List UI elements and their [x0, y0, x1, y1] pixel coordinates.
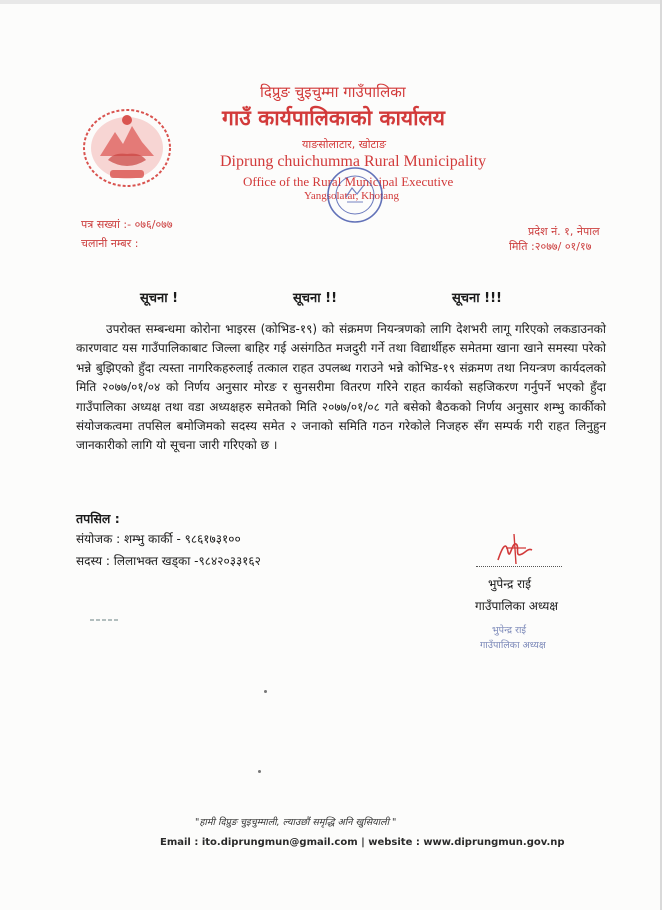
office-name-nepali: गाउँ कार्यपालिकाको कार्यालय	[222, 106, 445, 130]
municipality-name-nepali: दिप्रुङ चुइचुम्मा गाउँपालिका	[260, 83, 406, 101]
letter-date: मिति :२०७७/ ०१/१७	[509, 240, 592, 253]
letter-number: पत्र सख्यां :- ०७६/०७७	[81, 218, 173, 231]
schedule-row-member: सदस्य : लिलाभक्त खड्का -९८४२०३३१६२	[76, 554, 261, 568]
signatory-name: भुपेन्द्र राई	[488, 577, 532, 591]
scan-speck	[258, 770, 261, 773]
schedule-title: तपसिल :	[76, 511, 120, 526]
notice-heading-2: सूचना !!	[293, 291, 338, 306]
schedule-row-coordinator: संयोजक : शम्भु कार्की - ९८६१७३१००	[76, 532, 241, 546]
scan-edge-top	[0, 0, 662, 4]
notice-heading-3: सूचना !!!	[452, 291, 502, 306]
scan-speck	[264, 690, 267, 693]
dispatch-number: चलानी नम्बर :	[81, 237, 139, 250]
footer-slogan: "हामी दिप्रुङ चुइचुम्माली, ल्याउछौं समृद्धि अनि खुसियाली "	[195, 817, 397, 828]
footer-contact: Email : ito.diprungmun@gmail.com | website : www.diprungmun.gov.np	[160, 837, 565, 848]
handwritten-signature	[492, 530, 536, 570]
signatory-title: गाउँपालिका अध्यक्ष	[475, 599, 558, 613]
office-name-english: Office of the Rural Municipal Executive	[243, 174, 454, 189]
location-english: Yangsolatar, Khotang	[304, 190, 399, 202]
scan-smudge	[90, 618, 120, 622]
province-label: प्रदेश नं. १, नेपाल	[528, 225, 600, 238]
stamp-title: गाउँपालिका अध्यक्ष	[480, 640, 546, 651]
office-seal-stamp-icon	[326, 166, 384, 224]
nepal-emblem-icon	[80, 104, 174, 190]
signature-line	[476, 566, 562, 567]
municipality-name-english: Diprung chuichumma Rural Municipality	[220, 153, 487, 170]
notice-heading-1: सूचना !	[140, 291, 179, 306]
stamp-name: भुपेन्द्र राई	[492, 625, 527, 636]
location-nepali: याङसोलाटार, खोटाङ	[302, 138, 386, 151]
notice-body-paragraph: उपरोक्त सम्बन्धमा कोरोना भाइरस (कोभिड-१९) को संक्रमण नियन्त्रणको लागि देशभरी लागू गरिएको लकडाउनको कारणवाट यस गाउँपालिकाबाट जिल्ला बाहिर गई असंगठित मजदुरी गर्ने तथा विद्यार्थीहरु समेतमा खाना खाने समस्या परेको भन्ने बुझिएको हुँदा त्यस्ता नागरिकहरुलाई तत्काल राहत उपलब्ध गराउने भन्ने कोभिड-१९ संक्रमण तथा नियन्त्रण कार्यदलको मिति २०७७/०१/०४ को निर्णय अनुसार मोरङ र सुनसरीमा वितरण गरिने राहत कार्यको सहजिकरण गर्नुपर्ने भएको हुँदा गाउँपालिका अध्यक्ष तथा वडा अध्यक्षहरु समेतको मिति २०७७/०१/०८ गते बसेको बैठकको निर्णय अनुसार शम्भु कार्कीको संयोजकत्वमा तपसिल बमोजिमको सदस्य समेत २ जनाको समिति गठन गरेकोले निजहरु सँग सम्पर्क गरी राहत लिनुहुन जानकारीको लागि यो सूचना जारी गरिएको छ ।	[76, 322, 606, 453]
